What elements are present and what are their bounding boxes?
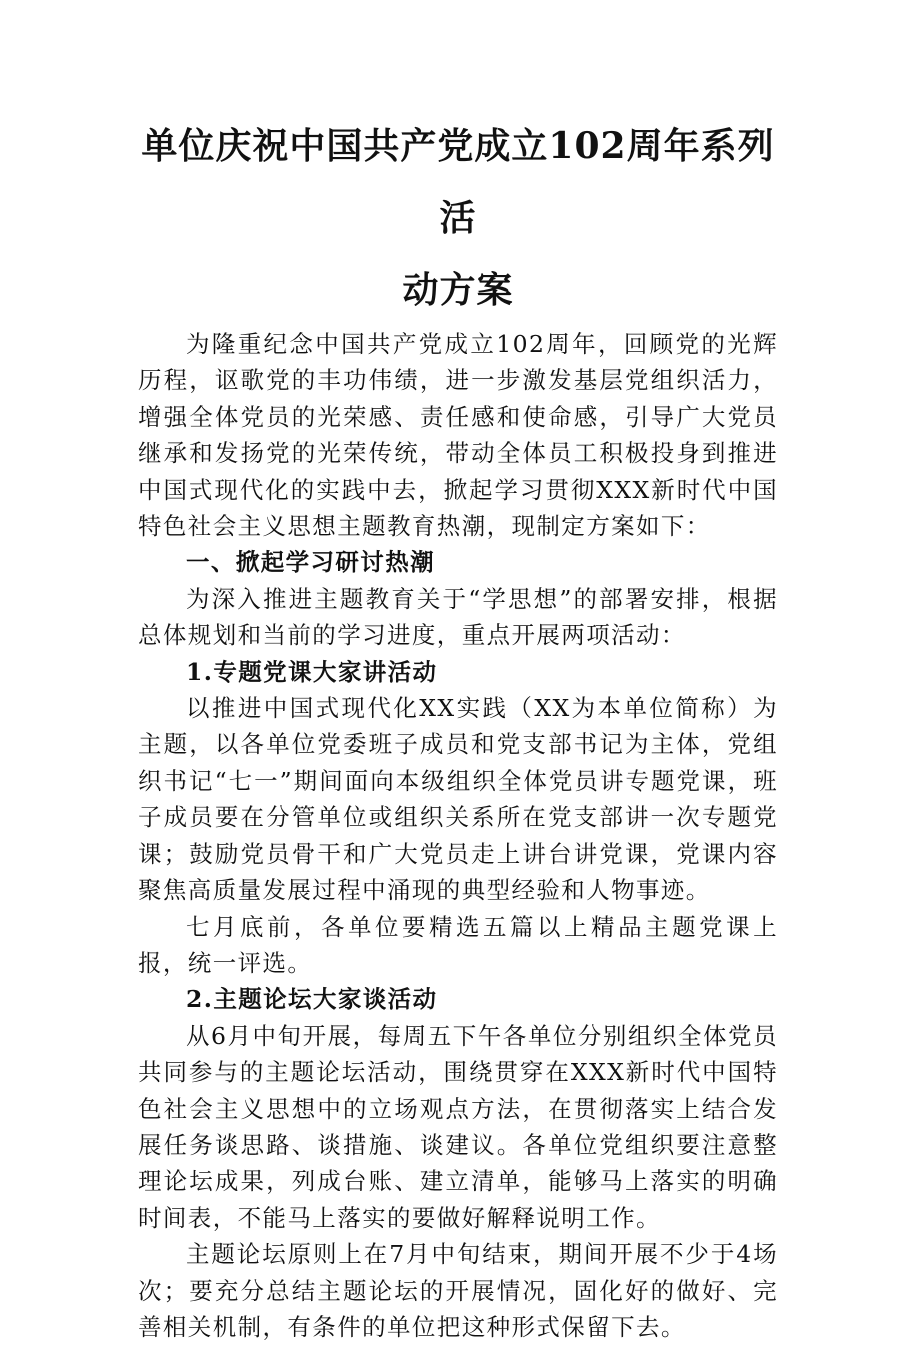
subsection-2-paragraph-1: 从6月中旬开展，每周五下午各单位分别组织全体党员共同参与的主题论坛活动，围绕贯穿在XXX新时代中国特色社会主义思想中的立场观点方法，在贯彻落实上结合发展任务谈思路、谈措施、谈建议。各单位党组织要注意整理论坛成果，列成台账、建立清单，能够马上落实的明确时间表，不能马上落实的要做好解释说明工作。	[138, 1021, 778, 1232]
subsection-1-paragraph-1: 以推进中国式现代化XX实践（XX为本单位简称）为主题，以各单位党委班子成员和党支部书记为主体，党组织书记“七一”期间面向本级组织全体党员讲专题党课，班子成员要在分管单位或组织关系所在党支部讲一次专题党课；鼓励党员骨干和广大党员走上讲台讲党课，党课内容聚焦高质量发展过程中涌现的典型经验和人物事迹。	[138, 694, 778, 905]
subsection-2-paragraph-2: 主题论坛原则上在7月中旬结束，期间开展不少于4场次；要充分总结主题论坛的开展情况，固化好的做好、完善相关机制，有条件的单位把这种形式保留下去。	[138, 1240, 778, 1341]
document-page	[138, 110, 778, 1345]
document-title	[138, 110, 778, 326]
document-title-line-2: 动方案	[402, 269, 514, 311]
section-1-heading: 一、掀起学习研讨热潮	[186, 548, 435, 577]
intro-paragraph: 为隆重纪念中国共产党成立102周年，回顾党的光辉历程，讴歌党的丰功伟绩，进一步激发基层党组织活力，增强全体党员的光荣感、责任感和使命感，引导广大党员继承和发扬党的光荣传统，带动全体员工积极投身到推进中国式现代化的实践中去，掀起学习贯彻XXX新时代中国特色社会主义思想主题教育热潮，现制定方案如下：	[138, 330, 778, 541]
subsection-1-paragraph-2: 七月底前，各单位要精选五篇以上精品主题党课上报，统一评选。	[138, 912, 778, 977]
subsection-2-heading: 2.主题论坛大家谈活动	[186, 985, 438, 1014]
document-title-line-1: 单位庆祝中国共产党成立102周年系列活	[141, 125, 775, 239]
section-1-intro-paragraph: 为深入推进主题教育关于“学思想”的部署安排，根据总体规划和当前的学习进度，重点开展两项活动：	[138, 584, 778, 650]
subsection-1-heading: 1.专题党课大家讲活动	[186, 657, 438, 686]
